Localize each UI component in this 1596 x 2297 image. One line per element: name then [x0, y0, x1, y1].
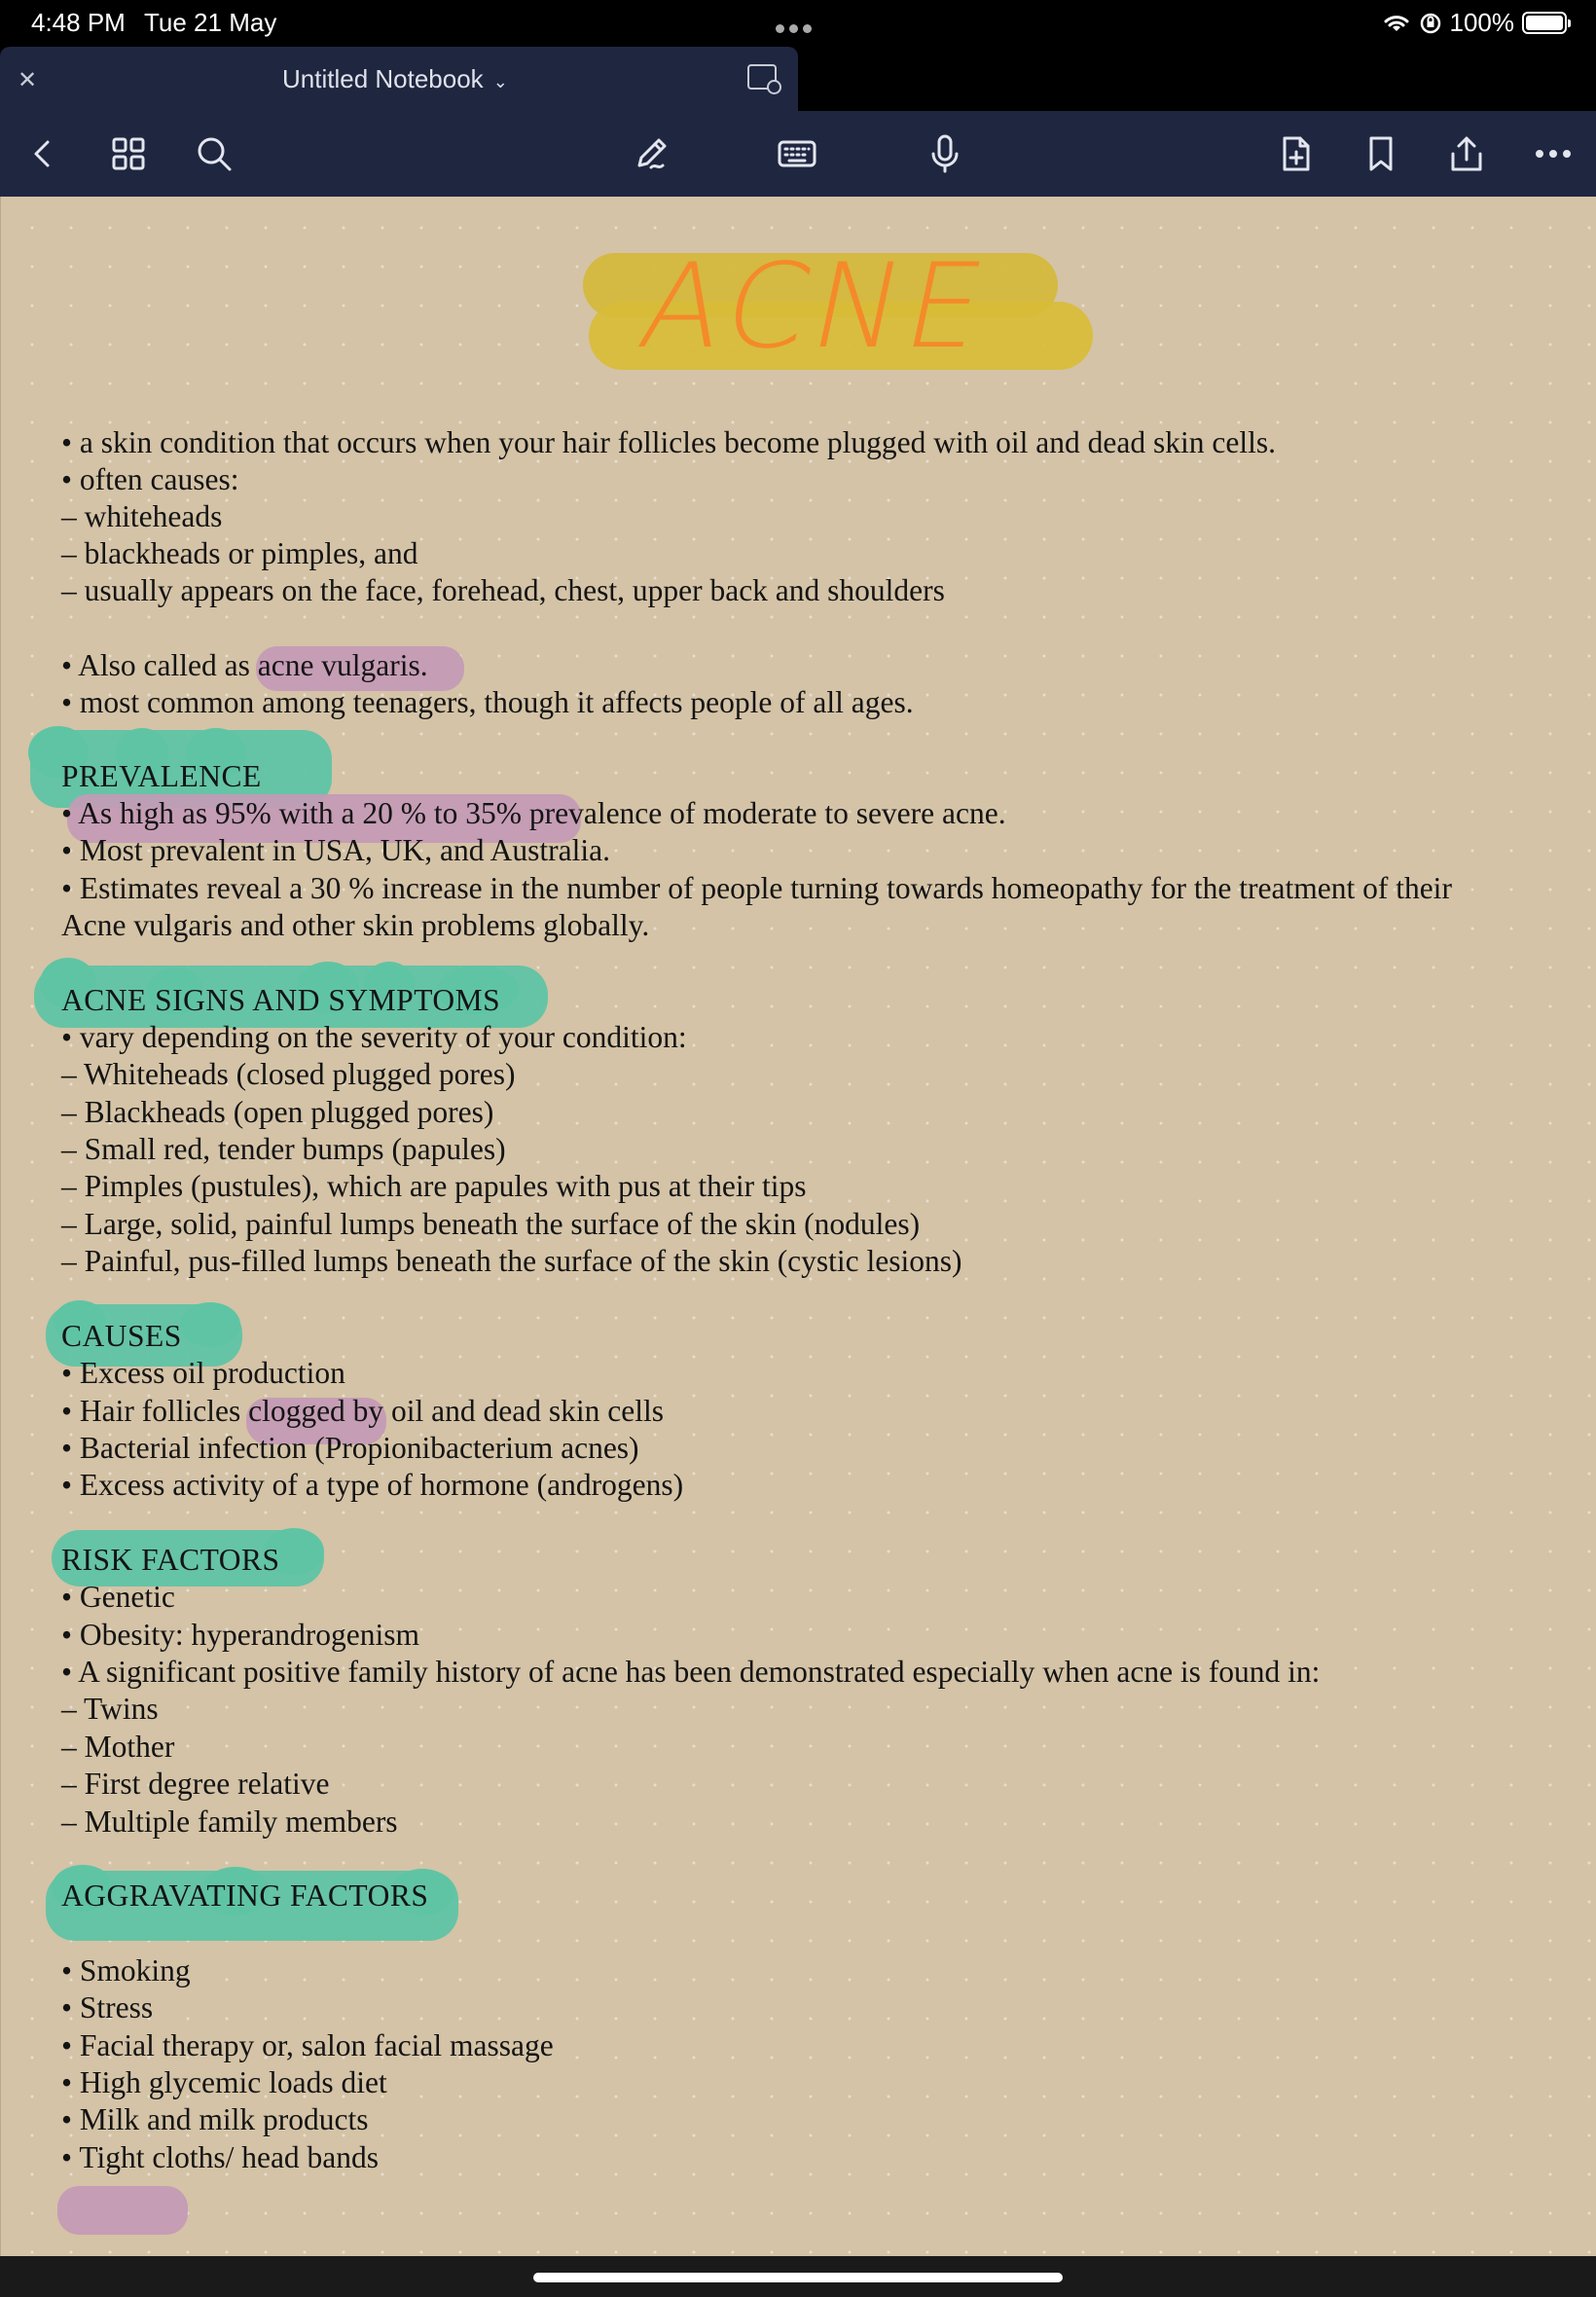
note-line: – Pimples (pustules), which are papules with pus at their tips — [61, 1169, 807, 1203]
section-heading: ACNE SIGNS AND SYMPTOMS — [61, 983, 501, 1017]
section-heading: PREVALENCE — [61, 759, 262, 793]
note-line: • a skin condition that occurs when your hair follicles become plugged with oil and dead skin cells. — [61, 425, 1276, 459]
note-line: • Smoking — [61, 1953, 191, 1987]
note-line: • Milk and milk products — [61, 2102, 369, 2136]
status-right — [1382, 8, 1568, 38]
section-heading: CAUSES — [61, 1319, 182, 1353]
add-page-button[interactable] — [1271, 128, 1322, 179]
note-line: • High glycemic loads diet — [61, 2065, 387, 2099]
wifi-icon — [1382, 12, 1411, 35]
note-line: – usually appears on the face, forehead, chest, upper back and shoulders — [61, 573, 945, 607]
status-bar — [0, 0, 1596, 47]
tab-title: Untitled Notebook — [282, 64, 484, 93]
microphone-icon — [924, 132, 966, 175]
share-icon — [1445, 132, 1488, 175]
section-heading: AGGRAVATING FACTORS — [61, 1878, 429, 1913]
home-bar — [0, 2256, 1596, 2297]
note-line: – First degree relative — [61, 1767, 330, 1801]
status-time: 4:48 PM — [31, 8, 126, 37]
note-line: – Mother — [61, 1730, 175, 1764]
pen-tool-button[interactable] — [626, 128, 676, 179]
note-line: – Whiteheads (closed plugged pores) — [61, 1057, 516, 1091]
tab-title-button[interactable] — [282, 64, 508, 94]
multitasking-dots-icon[interactable] — [776, 20, 816, 38]
home-indicator[interactable] — [533, 2273, 1063, 2282]
note-line: – Blackheads (open plugged pores) — [61, 1095, 494, 1129]
note-line: – whiteheads — [61, 499, 223, 533]
grid-icon — [107, 132, 150, 175]
note-line: – Multiple family members — [61, 1805, 398, 1839]
pen-icon — [630, 132, 672, 175]
note-line: • vary depending on the severity of your condition: — [61, 1020, 687, 1054]
toolbar — [0, 111, 1596, 197]
note-line: • A significant positive family history of acne has been demonstrated especially when acne is found in: — [61, 1655, 1321, 1689]
bookmark-icon — [1360, 132, 1402, 175]
note-line: • most common among teenagers, though it affects people of all ages. — [61, 685, 914, 719]
page-title: ACNE — [629, 239, 1002, 375]
note-line: Acne vulgaris and other skin problems globally. — [61, 908, 650, 942]
note-line: • Bacterial infection (Propionibacterium acnes) — [61, 1431, 639, 1465]
note-line: • Genetic — [61, 1580, 175, 1614]
keyboard-button[interactable] — [772, 128, 822, 179]
note-line: • Estimates reveal a 30 % increase in the number of people turning towards homeopathy for the treatment of their — [61, 871, 1452, 905]
note-line: – Painful, pus-filled lumps beneath the surface of the skin (cystic lesions) — [61, 1244, 962, 1278]
note-line: – Large, solid, painful lumps beneath the surface of the skin (nodules) — [61, 1207, 921, 1241]
add-page-icon — [1275, 132, 1318, 175]
notebook-page[interactable] — [0, 197, 1596, 2256]
chevron-down-icon: ⌄ — [492, 72, 508, 91]
section-heading: RISK FACTORS — [61, 1543, 280, 1577]
split-view-icon[interactable] — [747, 64, 777, 90]
microphone-button[interactable] — [920, 128, 970, 179]
note-line: • often causes: — [61, 462, 239, 496]
back-icon — [21, 132, 64, 175]
more-button[interactable] — [1528, 128, 1578, 179]
search-button[interactable] — [189, 128, 239, 179]
orientation-lock-icon — [1419, 12, 1442, 35]
status-date: Tue 21 May — [144, 8, 277, 37]
back-button[interactable] — [18, 128, 68, 179]
note-line: – Small red, tender bumps (papules) — [61, 1132, 506, 1166]
bookmark-button[interactable] — [1356, 128, 1406, 179]
share-button[interactable] — [1441, 128, 1492, 179]
battery-icon — [1522, 12, 1567, 34]
note-line: • As high as 95% with a 20 % to 35% prevalence of moderate to severe acne. — [61, 796, 1006, 830]
note-line: • Facial therapy or, salon facial massage — [61, 2028, 554, 2062]
pages-grid-button[interactable] — [103, 128, 154, 179]
search-icon — [193, 132, 236, 175]
note-line: • Excess activity of a type of hormone (androgens) — [61, 1468, 684, 1502]
pink-highlight — [57, 2186, 188, 2235]
note-line: • Stress — [61, 1990, 154, 2024]
tab-bar — [0, 47, 1596, 111]
teal-highlight — [180, 1302, 240, 1347]
note-line: • Hair follicles clogged by oil and dead skin cells — [61, 1394, 664, 1428]
battery-percent: 100% — [1449, 8, 1514, 37]
keyboard-icon — [776, 132, 818, 175]
tab-untitled-notebook[interactable] — [0, 47, 798, 111]
note-line: • Tight cloths/ head bands — [61, 2140, 380, 2174]
note-line: • Also called as acne vulgaris. — [61, 648, 428, 682]
close-icon[interactable]: ✕ — [18, 67, 38, 93]
note-line: – blackheads or pimples, and — [61, 536, 418, 570]
more-icon — [1532, 132, 1575, 175]
note-line: • Obesity: hyperandrogenism — [61, 1618, 419, 1652]
note-line: – Twins — [61, 1692, 159, 1726]
note-line: • Excess oil production — [61, 1356, 345, 1390]
note-line: • Most prevalent in USA, UK, and Australia. — [61, 833, 610, 867]
